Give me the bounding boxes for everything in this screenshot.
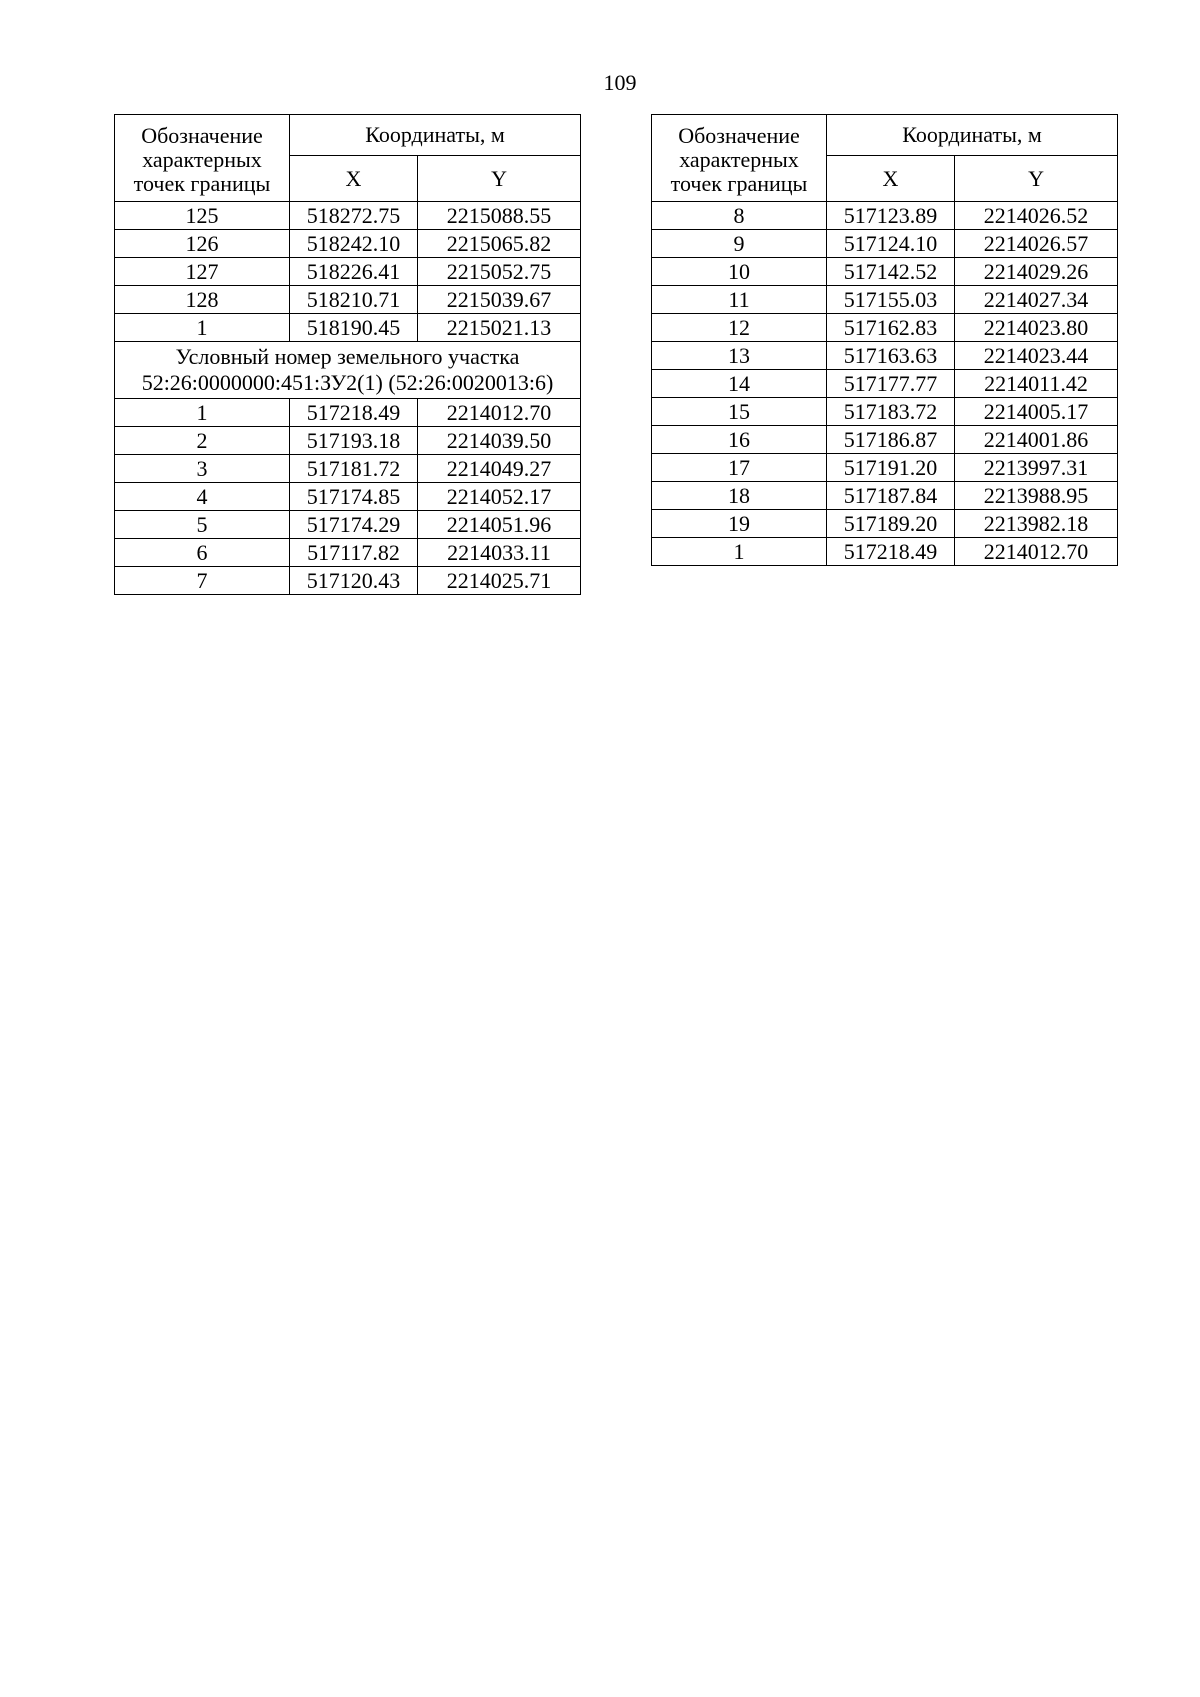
table-row xyxy=(115,511,581,539)
y-cell: 2214001.86 xyxy=(955,426,1118,454)
table-row xyxy=(115,230,581,258)
coordinates-table-left xyxy=(114,114,581,595)
table-row xyxy=(652,202,1118,230)
point-cell: 3 xyxy=(115,455,290,483)
point-cell: 1 xyxy=(652,538,827,566)
x-cell: 517181.72 xyxy=(290,455,418,483)
section-label-line2: 52:26:0000000:451:ЗУ2(1) (52:26:0020013:6) xyxy=(141,370,554,395)
coordinates-header: Координаты, м xyxy=(827,115,1118,156)
table-row xyxy=(652,314,1118,342)
x-cell: 517177.77 xyxy=(827,370,955,398)
x-cell: 517142.52 xyxy=(827,258,955,286)
y-cell: 2214027.34 xyxy=(955,286,1118,314)
point-cell: 9 xyxy=(652,230,827,258)
x-cell: 518190.45 xyxy=(290,314,418,342)
page-number: 109 xyxy=(603,70,637,95)
coordinates-table-right xyxy=(651,114,1118,566)
point-cell: 18 xyxy=(652,482,827,510)
section-label-line1: Условный номер земельного участка xyxy=(175,344,520,369)
x-cell: 518242.10 xyxy=(290,230,418,258)
x-cell: 517186.87 xyxy=(827,426,955,454)
y-cell: 2213988.95 xyxy=(955,482,1118,510)
x-cell: 517191.20 xyxy=(827,454,955,482)
table-row xyxy=(652,510,1118,538)
table-row xyxy=(115,258,581,286)
point-cell: 127 xyxy=(115,258,290,286)
x-cell: 517174.85 xyxy=(290,483,418,511)
x-cell: 518210.71 xyxy=(290,286,418,314)
point-cell: 19 xyxy=(652,510,827,538)
y-cell: 2214026.52 xyxy=(955,202,1118,230)
point-cell: 11 xyxy=(652,286,827,314)
y-cell: 2214023.44 xyxy=(955,342,1118,370)
point-cell: 1 xyxy=(115,399,290,427)
x-cell: 518272.75 xyxy=(290,202,418,230)
table-row xyxy=(652,230,1118,258)
y-cell: 2214011.42 xyxy=(955,370,1118,398)
y-cell: 2214052.17 xyxy=(418,483,581,511)
point-designation-header: Обозначение характерных точек границы xyxy=(115,115,290,202)
table-row xyxy=(115,483,581,511)
y-cell: 2215052.75 xyxy=(418,258,581,286)
table-row xyxy=(652,398,1118,426)
point-cell: 126 xyxy=(115,230,290,258)
x-cell: 517183.72 xyxy=(827,398,955,426)
table-row xyxy=(652,258,1118,286)
table-row xyxy=(115,314,581,342)
y-cell: 2214012.70 xyxy=(955,538,1118,566)
y-cell: 2215088.55 xyxy=(418,202,581,230)
y-cell: 2214039.50 xyxy=(418,427,581,455)
x-cell: 517163.63 xyxy=(827,342,955,370)
point-cell: 2 xyxy=(115,427,290,455)
point-cell: 4 xyxy=(115,483,290,511)
table-row xyxy=(115,399,581,427)
table-row xyxy=(115,286,581,314)
x-column-header: X xyxy=(827,156,955,202)
x-cell: 518226.41 xyxy=(290,258,418,286)
section-row xyxy=(115,342,581,399)
point-cell: 14 xyxy=(652,370,827,398)
x-cell: 517117.82 xyxy=(290,539,418,567)
table-row xyxy=(115,455,581,483)
point-cell: 1 xyxy=(115,314,290,342)
table-row xyxy=(115,539,581,567)
left-rows-before xyxy=(115,202,581,342)
coordinates-header: Координаты, м xyxy=(290,115,581,156)
y-cell: 2214023.80 xyxy=(955,314,1118,342)
point-cell: 17 xyxy=(652,454,827,482)
y-cell: 2213982.18 xyxy=(955,510,1118,538)
x-cell: 517187.84 xyxy=(827,482,955,510)
table-row xyxy=(652,454,1118,482)
left-rows-after xyxy=(115,399,581,595)
y-cell: 2214026.57 xyxy=(955,230,1118,258)
x-cell: 517124.10 xyxy=(827,230,955,258)
x-cell: 517193.18 xyxy=(290,427,418,455)
y-cell: 2214033.11 xyxy=(418,539,581,567)
y-cell: 2215065.82 xyxy=(418,230,581,258)
point-cell: 7 xyxy=(115,567,290,595)
table-row xyxy=(652,286,1118,314)
x-cell: 517189.20 xyxy=(827,510,955,538)
table-row xyxy=(652,342,1118,370)
y-cell: 2214029.26 xyxy=(955,258,1118,286)
point-cell: 128 xyxy=(115,286,290,314)
y-cell: 2214005.17 xyxy=(955,398,1118,426)
point-designation-header: Обозначение характерных точек границы xyxy=(652,115,827,202)
y-cell: 2214012.70 xyxy=(418,399,581,427)
y-cell: 2214051.96 xyxy=(418,511,581,539)
table-row xyxy=(115,202,581,230)
table-row xyxy=(652,538,1118,566)
y-cell: 2213997.31 xyxy=(955,454,1118,482)
point-cell: 10 xyxy=(652,258,827,286)
y-column-header: Y xyxy=(418,156,581,202)
x-cell: 517174.29 xyxy=(290,511,418,539)
point-cell: 15 xyxy=(652,398,827,426)
point-cell: 12 xyxy=(652,314,827,342)
table-row xyxy=(652,426,1118,454)
right-rows xyxy=(652,202,1118,566)
point-cell: 125 xyxy=(115,202,290,230)
x-cell: 517155.03 xyxy=(827,286,955,314)
table-row xyxy=(652,482,1118,510)
x-cell: 517120.43 xyxy=(290,567,418,595)
x-cell: 517218.49 xyxy=(827,538,955,566)
point-cell: 6 xyxy=(115,539,290,567)
table-row xyxy=(652,370,1118,398)
y-column-header: Y xyxy=(955,156,1118,202)
land-plot-section-label xyxy=(115,342,581,399)
point-cell: 16 xyxy=(652,426,827,454)
x-cell: 517123.89 xyxy=(827,202,955,230)
point-cell: 8 xyxy=(652,202,827,230)
x-cell: 517218.49 xyxy=(290,399,418,427)
point-cell: 13 xyxy=(652,342,827,370)
table-row xyxy=(115,567,581,595)
x-cell: 517162.83 xyxy=(827,314,955,342)
y-cell: 2215039.67 xyxy=(418,286,581,314)
table-row xyxy=(115,427,581,455)
y-cell: 2214025.71 xyxy=(418,567,581,595)
y-cell: 2215021.13 xyxy=(418,314,581,342)
y-cell: 2214049.27 xyxy=(418,455,581,483)
point-cell: 5 xyxy=(115,511,290,539)
x-column-header: X xyxy=(290,156,418,202)
